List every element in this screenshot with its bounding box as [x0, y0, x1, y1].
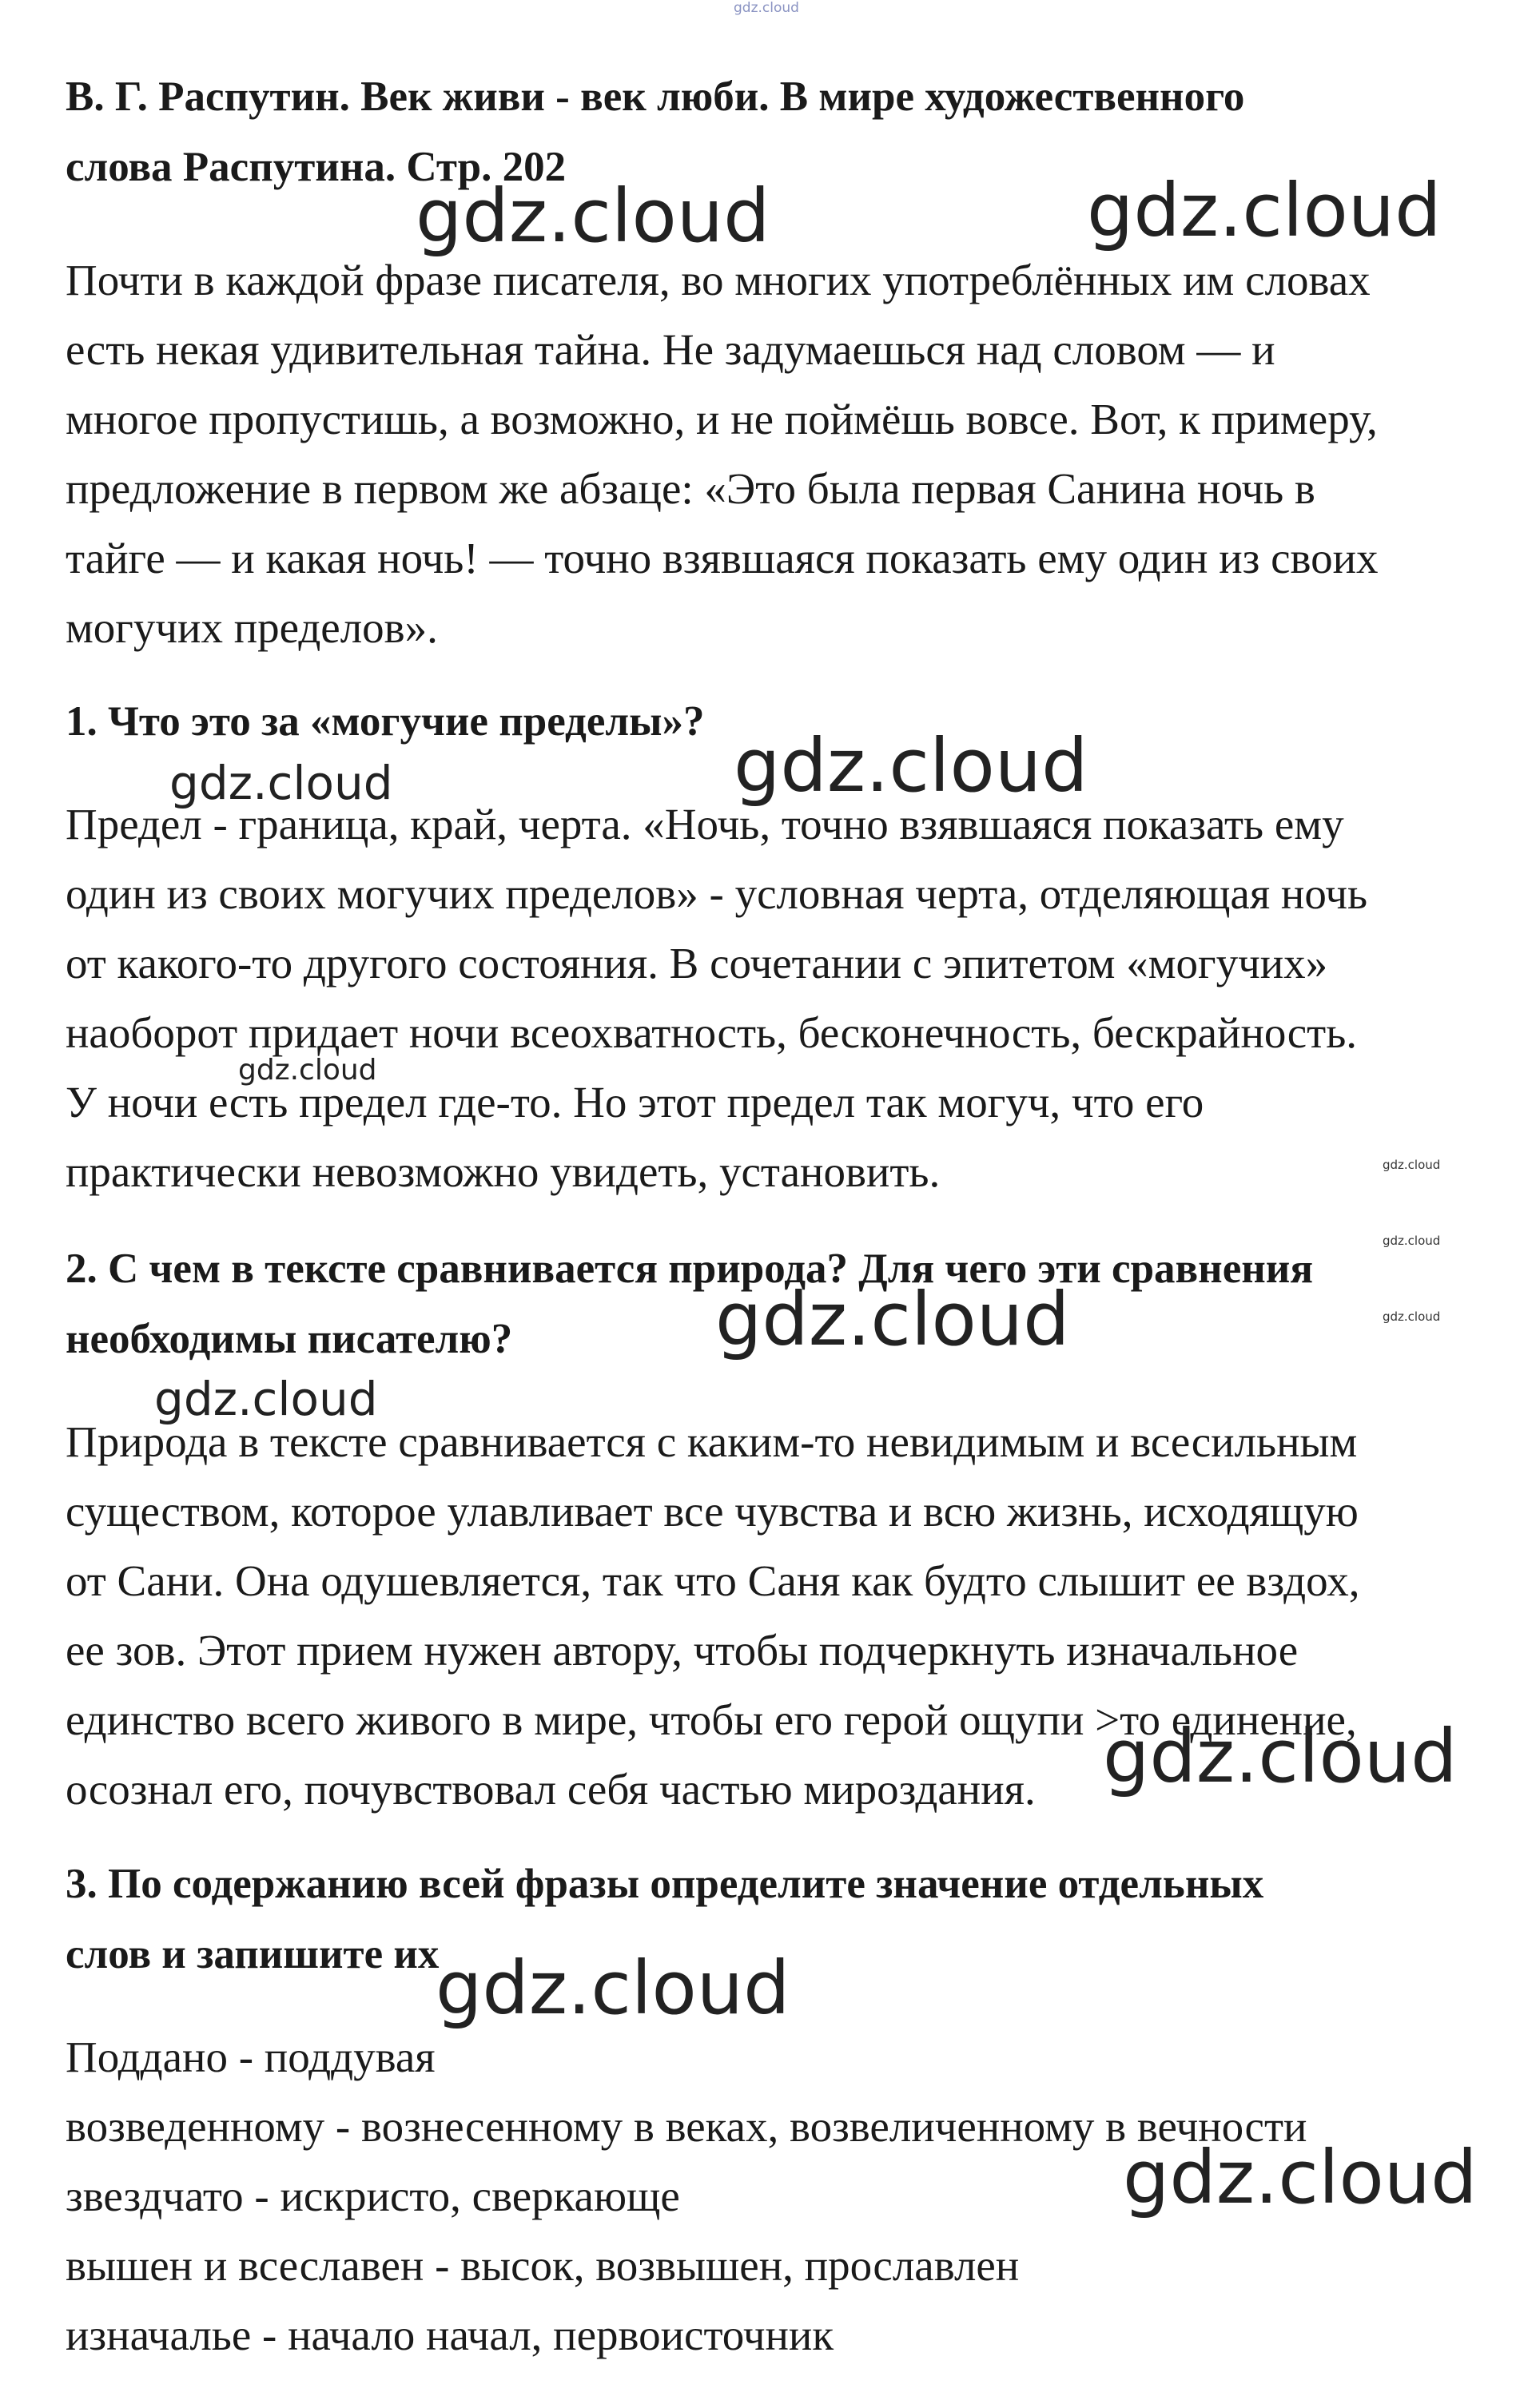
watermark: gdz.cloud: [1103, 1714, 1458, 1799]
q1-answer-line-1: Предел - граница, край, черта. «Ночь, точно взявшаяся показать ему: [66, 800, 1344, 848]
intro-line-6: могучих пределов».: [66, 603, 438, 652]
question-1-heading: 1. Что это за «могучие пределы»?: [66, 698, 705, 745]
intro-line-5: тайге — и какая ночь! — точно взявшаяся показать ему один из своих: [66, 534, 1379, 582]
watermark: gdz.cloud: [1383, 1158, 1441, 1172]
q3-answer-line-3: звездчато - искристо, сверкающе: [66, 2172, 680, 2220]
q2-answer-line-2: существом, которое улавливает все чувства и всю жизнь, исходящую: [66, 1487, 1359, 1536]
watermark: gdz.cloud: [169, 756, 393, 810]
watermark: gdz.cloud: [436, 1945, 790, 2031]
q2-answer-line-6: осознал его, почувствовал себя частью мироздания.: [66, 1765, 1036, 1814]
question-3-heading-line-1: 3. По содержанию всей фразы определите значение отдельных: [66, 1861, 1264, 1907]
intro-line-4: предложение в первом же абзаце: «Это была первая Санина ночь в: [66, 464, 1315, 513]
watermark: gdz.cloud: [154, 1372, 378, 1426]
watermark: gdz.cloud: [1383, 1309, 1441, 1324]
q3-answer-line-2: возведенному - вознесенному в веках, возвеличенному в вечности: [66, 2102, 1307, 2151]
intro-line-1: Почти в каждой фразе писателя, во многих употреблённых им словах: [66, 256, 1371, 304]
intro-line-2: есть некая удивительная тайна. Не задумаешься над словом — и: [66, 325, 1275, 374]
question-3-heading-line-2: слов и запишите их: [66, 1931, 440, 1977]
watermark: gdz.cloud: [715, 1277, 1070, 1362]
q2-answer-line-5: единство всего живого в мире, чтобы его герой ощупи >то единение,: [66, 1695, 1357, 1744]
q1-answer-line-3: от какого-то другого состояния. В сочетании с эпитетом «могучих»: [66, 939, 1328, 987]
watermark: gdz.cloud: [1087, 168, 1442, 253]
question-2-heading-line-1: 2. С чем в тексте сравнивается природа? Для чего эти сравнения: [66, 1246, 1313, 1292]
q3-answer-line-5: изначалье - начало начал, первоисточник: [66, 2311, 834, 2359]
q2-answer-line-1: Природа в тексте сравнивается с каким-то невидимым и всесильным: [66, 1417, 1358, 1466]
intro-line-3: многое пропустишь, а возможно, и не поймёшь вовсе. Вот, к примеру,: [66, 395, 1378, 443]
watermark: gdz.cloud: [734, 723, 1088, 809]
q1-answer-line-2: один из своих могучих пределов» - условная черта, отделяющая ночь: [66, 869, 1368, 918]
q3-answer-line-1: Поддано - поддувая: [66, 2032, 436, 2081]
q2-answer-line-3: от Сани. Она одушевляется, так что Саня как будто слышит ее вздох,: [66, 1556, 1360, 1605]
question-2-heading-line-2: необходимы писателю?: [66, 1316, 513, 1362]
watermark: gdz.cloud: [1123, 2135, 1478, 2220]
page-title-line-2: слова Распутина. Стр. 202: [66, 144, 567, 190]
q2-answer-line-4: ее зов. Этот прием нужен автору, чтобы подчеркнуть изначальное: [66, 1626, 1299, 1675]
q1-answer-line-6: практически невозможно увидеть, установить.: [66, 1147, 941, 1196]
q3-answer-line-4: вышен и всеславен - высок, возвышен, прославлен: [66, 2241, 1020, 2290]
watermark: gdz.cloud: [238, 1054, 377, 1087]
q1-answer-line-5: У ночи есть предел где-то. Но этот предел так могуч, что его: [66, 1078, 1204, 1127]
watermark: gdz.cloud: [416, 173, 770, 259]
header-watermark: gdz.cloud: [734, 0, 799, 16]
watermark: gdz.cloud: [1383, 1234, 1441, 1248]
page-title-line-1: В. Г. Распутин. Век живи - век люби. В мире художественного: [66, 74, 1245, 120]
q1-answer-line-4: наоборот придает ночи всеохватность, бесконечность, бескрайность.: [66, 1008, 1358, 1057]
